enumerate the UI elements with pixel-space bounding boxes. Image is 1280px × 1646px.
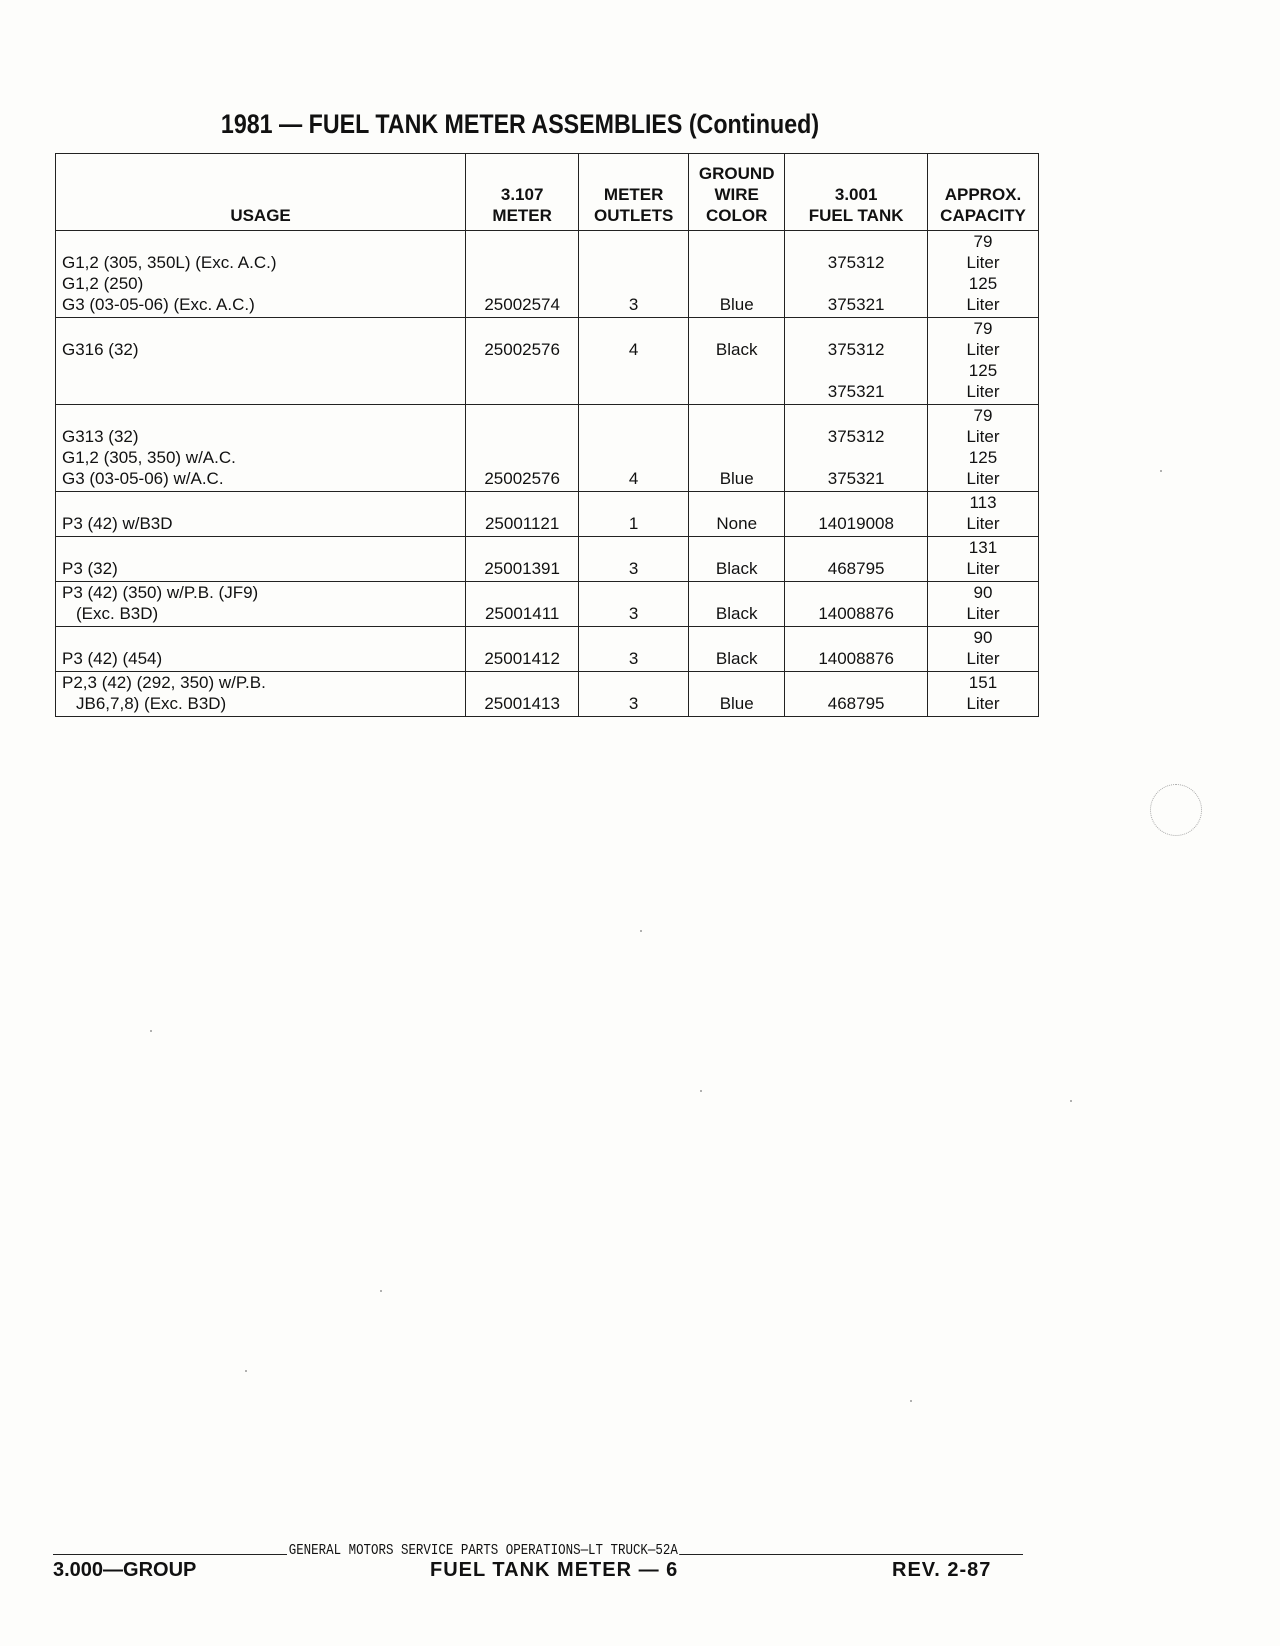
cell-usage <box>56 318 466 405</box>
cell-capacity-line: Liter <box>966 253 1000 272</box>
cell-wire <box>689 627 785 672</box>
cell-usage-line: P3 (42) w/B3D <box>62 514 173 533</box>
cell-usage-line: G1,2 (305, 350) w/A.C. <box>62 448 236 467</box>
cell-tank-line <box>787 231 925 252</box>
cell-meter-line <box>468 672 576 693</box>
cell-capacity-line: Liter <box>966 649 1000 668</box>
cell-wire-line: Blue <box>719 469 754 488</box>
cell-tank <box>785 318 928 405</box>
cell-tank <box>785 231 928 318</box>
cell-wire-line: Blue <box>719 295 754 314</box>
table-row <box>56 627 1039 672</box>
table-row <box>56 405 1039 492</box>
cell-wire <box>689 492 785 537</box>
cell-capacity-line: 90 <box>973 628 993 647</box>
header-meter-line: METER <box>492 206 552 225</box>
cell-wire <box>689 231 785 318</box>
cell-tank-line: 14008876 <box>818 604 894 623</box>
cell-meter-line <box>468 360 576 381</box>
cell-capacity-line: Liter <box>966 604 1000 623</box>
cell-meter-line <box>468 627 576 648</box>
cell-usage-line: G313 (32) <box>62 427 139 446</box>
cell-wire-line <box>691 672 782 693</box>
cell-wire <box>689 582 785 627</box>
cell-outlets-line: 3 <box>628 604 639 623</box>
cell-capacity-line: 79 <box>973 319 993 338</box>
cell-capacity-line: 125 <box>968 274 998 293</box>
cell-outlets-line <box>581 360 686 381</box>
cell-meter <box>466 672 579 717</box>
cell-outlets <box>579 318 689 405</box>
cell-wire-line <box>691 360 782 381</box>
cell-tank <box>785 672 928 717</box>
cell-capacity-line: 125 <box>968 361 998 380</box>
cell-usage-line: G3 (03-05-06) w/A.C. <box>62 469 224 488</box>
cell-meter <box>466 627 579 672</box>
cell-usage-line <box>62 537 463 558</box>
cell-wire-line: Black <box>715 340 758 359</box>
cell-capacity-line: Liter <box>966 427 1000 446</box>
cell-tank <box>785 405 928 492</box>
cell-tank <box>785 627 928 672</box>
cell-capacity-line: Liter <box>966 295 1000 314</box>
table-row <box>56 672 1039 717</box>
cell-usage <box>56 231 466 318</box>
cell-wire-line <box>691 492 782 513</box>
cell-outlets-line <box>581 447 686 468</box>
cell-usage <box>56 537 466 582</box>
cell-wire-line <box>691 252 782 273</box>
cell-meter <box>466 582 579 627</box>
cell-meter-line: 25001121 <box>484 514 560 533</box>
cell-meter-line <box>468 447 576 468</box>
cell-capacity <box>927 405 1038 492</box>
cell-meter-line <box>468 318 576 339</box>
cell-usage-line: G316 (32) <box>62 340 139 359</box>
cell-outlets <box>579 231 689 318</box>
cell-capacity-line: 79 <box>973 406 993 425</box>
cell-wire <box>689 405 785 492</box>
footer-section: FUEL TANK METER — 6 <box>430 1559 679 1581</box>
cell-tank-line: 375312 <box>827 427 885 446</box>
cell-usage-line <box>62 492 463 513</box>
cell-capacity <box>927 582 1038 627</box>
cell-tank-line <box>787 405 925 426</box>
cell-tank-line <box>787 537 925 558</box>
cell-meter-line <box>468 537 576 558</box>
header-wire-line: WIRE <box>714 185 759 204</box>
cell-capacity <box>927 537 1038 582</box>
header-wire-line: GROUND <box>698 164 775 183</box>
header-usage-line: USAGE <box>230 206 291 225</box>
cell-wire-line <box>691 231 782 252</box>
cell-meter-line: 25002576 <box>484 469 560 488</box>
cell-outlets <box>579 672 689 717</box>
page-title: 1981 — FUEL TANK METER ASSEMBLIES (Continued) <box>220 109 820 139</box>
cell-usage-line <box>62 405 463 426</box>
cell-meter-line: 25002576 <box>484 340 560 359</box>
header-tank-line: 3.001 <box>834 185 878 204</box>
cell-capacity-line: Liter <box>966 559 1000 578</box>
header-tank <box>785 154 928 231</box>
cell-usage <box>56 672 466 717</box>
header-wire <box>689 154 785 231</box>
footer-revision: REV. 2-87 <box>892 1559 992 1581</box>
cell-capacity-line: 125 <box>968 448 998 467</box>
footer-operations: GENERAL MOTORS SERVICE PARTS OPERATIONS—LT TRUCK—52A <box>288 1543 678 1559</box>
cell-tank-line <box>787 582 925 603</box>
cell-outlets <box>579 537 689 582</box>
cell-usage <box>56 492 466 537</box>
cell-wire-line <box>691 537 782 558</box>
cell-capacity <box>927 672 1038 717</box>
cell-meter-line: 25001413 <box>484 694 560 713</box>
cell-usage <box>56 405 466 492</box>
cell-tank-line <box>787 672 925 693</box>
cell-outlets-line <box>581 252 686 273</box>
cell-meter-line: 25002574 <box>484 295 560 314</box>
cell-usage-line <box>62 231 463 252</box>
cell-usage-line <box>62 381 463 402</box>
cell-capacity-line: Liter <box>966 340 1000 359</box>
cell-tank-line <box>787 273 925 294</box>
cell-outlets-line <box>581 405 686 426</box>
cell-wire-line: Blue <box>719 694 754 713</box>
fuel-tank-meter-table <box>55 153 1039 717</box>
cell-wire <box>689 537 785 582</box>
cell-tank-line: 468795 <box>827 694 885 713</box>
cell-usage-line: G1,2 (305, 350L) (Exc. A.C.) <box>62 253 277 272</box>
header-outlets-line: METER <box>603 185 664 204</box>
cell-meter-line <box>468 273 576 294</box>
cell-wire-line <box>691 582 782 603</box>
cell-capacity-line: Liter <box>966 469 1000 488</box>
cell-capacity-line: 151 <box>968 673 998 692</box>
cell-meter <box>466 492 579 537</box>
cell-meter <box>466 537 579 582</box>
cell-wire-line <box>691 447 782 468</box>
cell-outlets-line: 4 <box>628 340 639 359</box>
cell-tank-line <box>787 492 925 513</box>
cell-capacity <box>927 318 1038 405</box>
cell-capacity-line: 90 <box>973 583 993 602</box>
cell-wire-line <box>691 405 782 426</box>
cell-outlets <box>579 492 689 537</box>
cell-outlets-line: 3 <box>628 649 639 668</box>
cell-outlets-line: 1 <box>628 514 639 533</box>
cell-meter-line <box>468 426 576 447</box>
cell-usage-line: G1,2 (250) <box>62 274 144 293</box>
cell-usage <box>56 627 466 672</box>
cell-outlets-line <box>581 537 686 558</box>
cell-tank-line: 375321 <box>827 295 885 314</box>
cell-wire <box>689 318 785 405</box>
cell-capacity-line: 131 <box>968 538 998 557</box>
cell-outlets <box>579 582 689 627</box>
table-row <box>56 492 1039 537</box>
cell-usage-line: G3 (03-05-06) (Exc. A.C.) <box>62 295 255 314</box>
cell-wire <box>689 672 785 717</box>
cell-outlets <box>579 405 689 492</box>
cell-tank-line: 375321 <box>827 382 885 401</box>
cell-meter <box>466 405 579 492</box>
cell-usage-line: P3 (32) <box>62 559 118 578</box>
cell-capacity-line: 79 <box>973 232 993 251</box>
cell-outlets-line <box>581 492 686 513</box>
cell-usage-line <box>62 627 463 648</box>
table-header-row <box>56 154 1039 231</box>
table-row <box>56 582 1039 627</box>
header-outlets-line: OUTLETS <box>593 206 674 225</box>
cell-outlets-line: 3 <box>628 295 639 314</box>
cell-usage-line: P3 (42) (454) <box>62 649 163 668</box>
cell-wire-line: Black <box>715 604 758 623</box>
cell-wire-line <box>691 381 782 402</box>
cell-meter-line <box>468 381 576 402</box>
cell-meter-line: 25001391 <box>484 559 560 578</box>
cell-meter <box>466 318 579 405</box>
cell-tank-line: 14008876 <box>818 649 894 668</box>
cell-wire-line: Black <box>715 649 758 668</box>
cell-wire-line <box>691 627 782 648</box>
header-capacity-line: CAPACITY <box>940 206 1026 225</box>
footer-group: 3.000—GROUP <box>53 1559 197 1581</box>
cell-tank <box>785 582 928 627</box>
cell-wire-line <box>691 426 782 447</box>
cell-wire-line <box>691 273 782 294</box>
cell-tank <box>785 492 928 537</box>
cell-tank-line: 375321 <box>827 469 885 488</box>
header-outlets <box>579 154 689 231</box>
cell-meter-line: 25001412 <box>484 649 560 668</box>
binder-hole-mark <box>1150 784 1202 836</box>
cell-outlets-line <box>581 426 686 447</box>
cell-meter-line <box>468 231 576 252</box>
cell-outlets-line <box>581 582 686 603</box>
cell-outlets-line: 4 <box>628 469 639 488</box>
cell-usage-line: P3 (42) (350) w/P.B. (JF9) <box>62 583 259 602</box>
cell-meter <box>466 231 579 318</box>
cell-wire-line: None <box>716 514 758 533</box>
cell-capacity-line: 113 <box>969 493 997 512</box>
cell-capacity-line: Liter <box>966 694 1000 713</box>
cell-usage-line: (Exc. B3D) <box>76 604 159 623</box>
cell-outlets-line <box>581 231 686 252</box>
cell-outlets-line <box>581 318 686 339</box>
cell-usage-line: JB6,7,8) (Exc. B3D) <box>76 694 227 713</box>
cell-meter-line <box>468 252 576 273</box>
cell-usage-line <box>62 360 463 381</box>
cell-outlets-line <box>581 273 686 294</box>
header-wire-line: COLOR <box>706 206 768 225</box>
header-usage <box>56 154 466 231</box>
cell-outlets-line <box>581 672 686 693</box>
cell-wire-line: Black <box>715 559 758 578</box>
cell-capacity-line: Liter <box>966 382 1000 401</box>
cell-tank-line: 375312 <box>827 253 885 272</box>
header-capacity <box>927 154 1038 231</box>
cell-meter-line <box>468 492 576 513</box>
cell-meter-line <box>468 405 576 426</box>
cell-usage-line: P2,3 (42) (292, 350) w/P.B. <box>62 673 266 692</box>
cell-capacity <box>927 627 1038 672</box>
cell-tank-line: 375312 <box>827 340 885 359</box>
cell-outlets-line <box>581 627 686 648</box>
header-meter <box>466 154 579 231</box>
cell-meter-line <box>468 582 576 603</box>
cell-tank-line: 14019008 <box>818 514 894 533</box>
cell-capacity <box>927 492 1038 537</box>
table-row <box>56 537 1039 582</box>
cell-tank-line <box>787 360 925 381</box>
table-row <box>56 231 1039 318</box>
table-row <box>56 318 1039 405</box>
cell-capacity <box>927 231 1038 318</box>
cell-outlets-line: 3 <box>628 559 639 578</box>
cell-wire-line <box>691 318 782 339</box>
cell-tank-line <box>787 318 925 339</box>
cell-tank-line <box>787 447 925 468</box>
cell-capacity-line: Liter <box>966 514 1000 533</box>
cell-tank <box>785 537 928 582</box>
cell-tank-line <box>787 627 925 648</box>
cell-outlets-line: 3 <box>628 694 639 713</box>
cell-tank-line: 468795 <box>827 559 885 578</box>
cell-usage-line <box>62 318 463 339</box>
cell-outlets-line <box>581 381 686 402</box>
header-capacity-line: APPROX. <box>944 185 1022 204</box>
cell-usage <box>56 582 466 627</box>
cell-meter-line: 25001411 <box>484 604 560 623</box>
header-tank-line: FUEL TANK <box>808 206 904 225</box>
cell-outlets <box>579 627 689 672</box>
header-meter-line: 3.107 <box>500 185 544 204</box>
